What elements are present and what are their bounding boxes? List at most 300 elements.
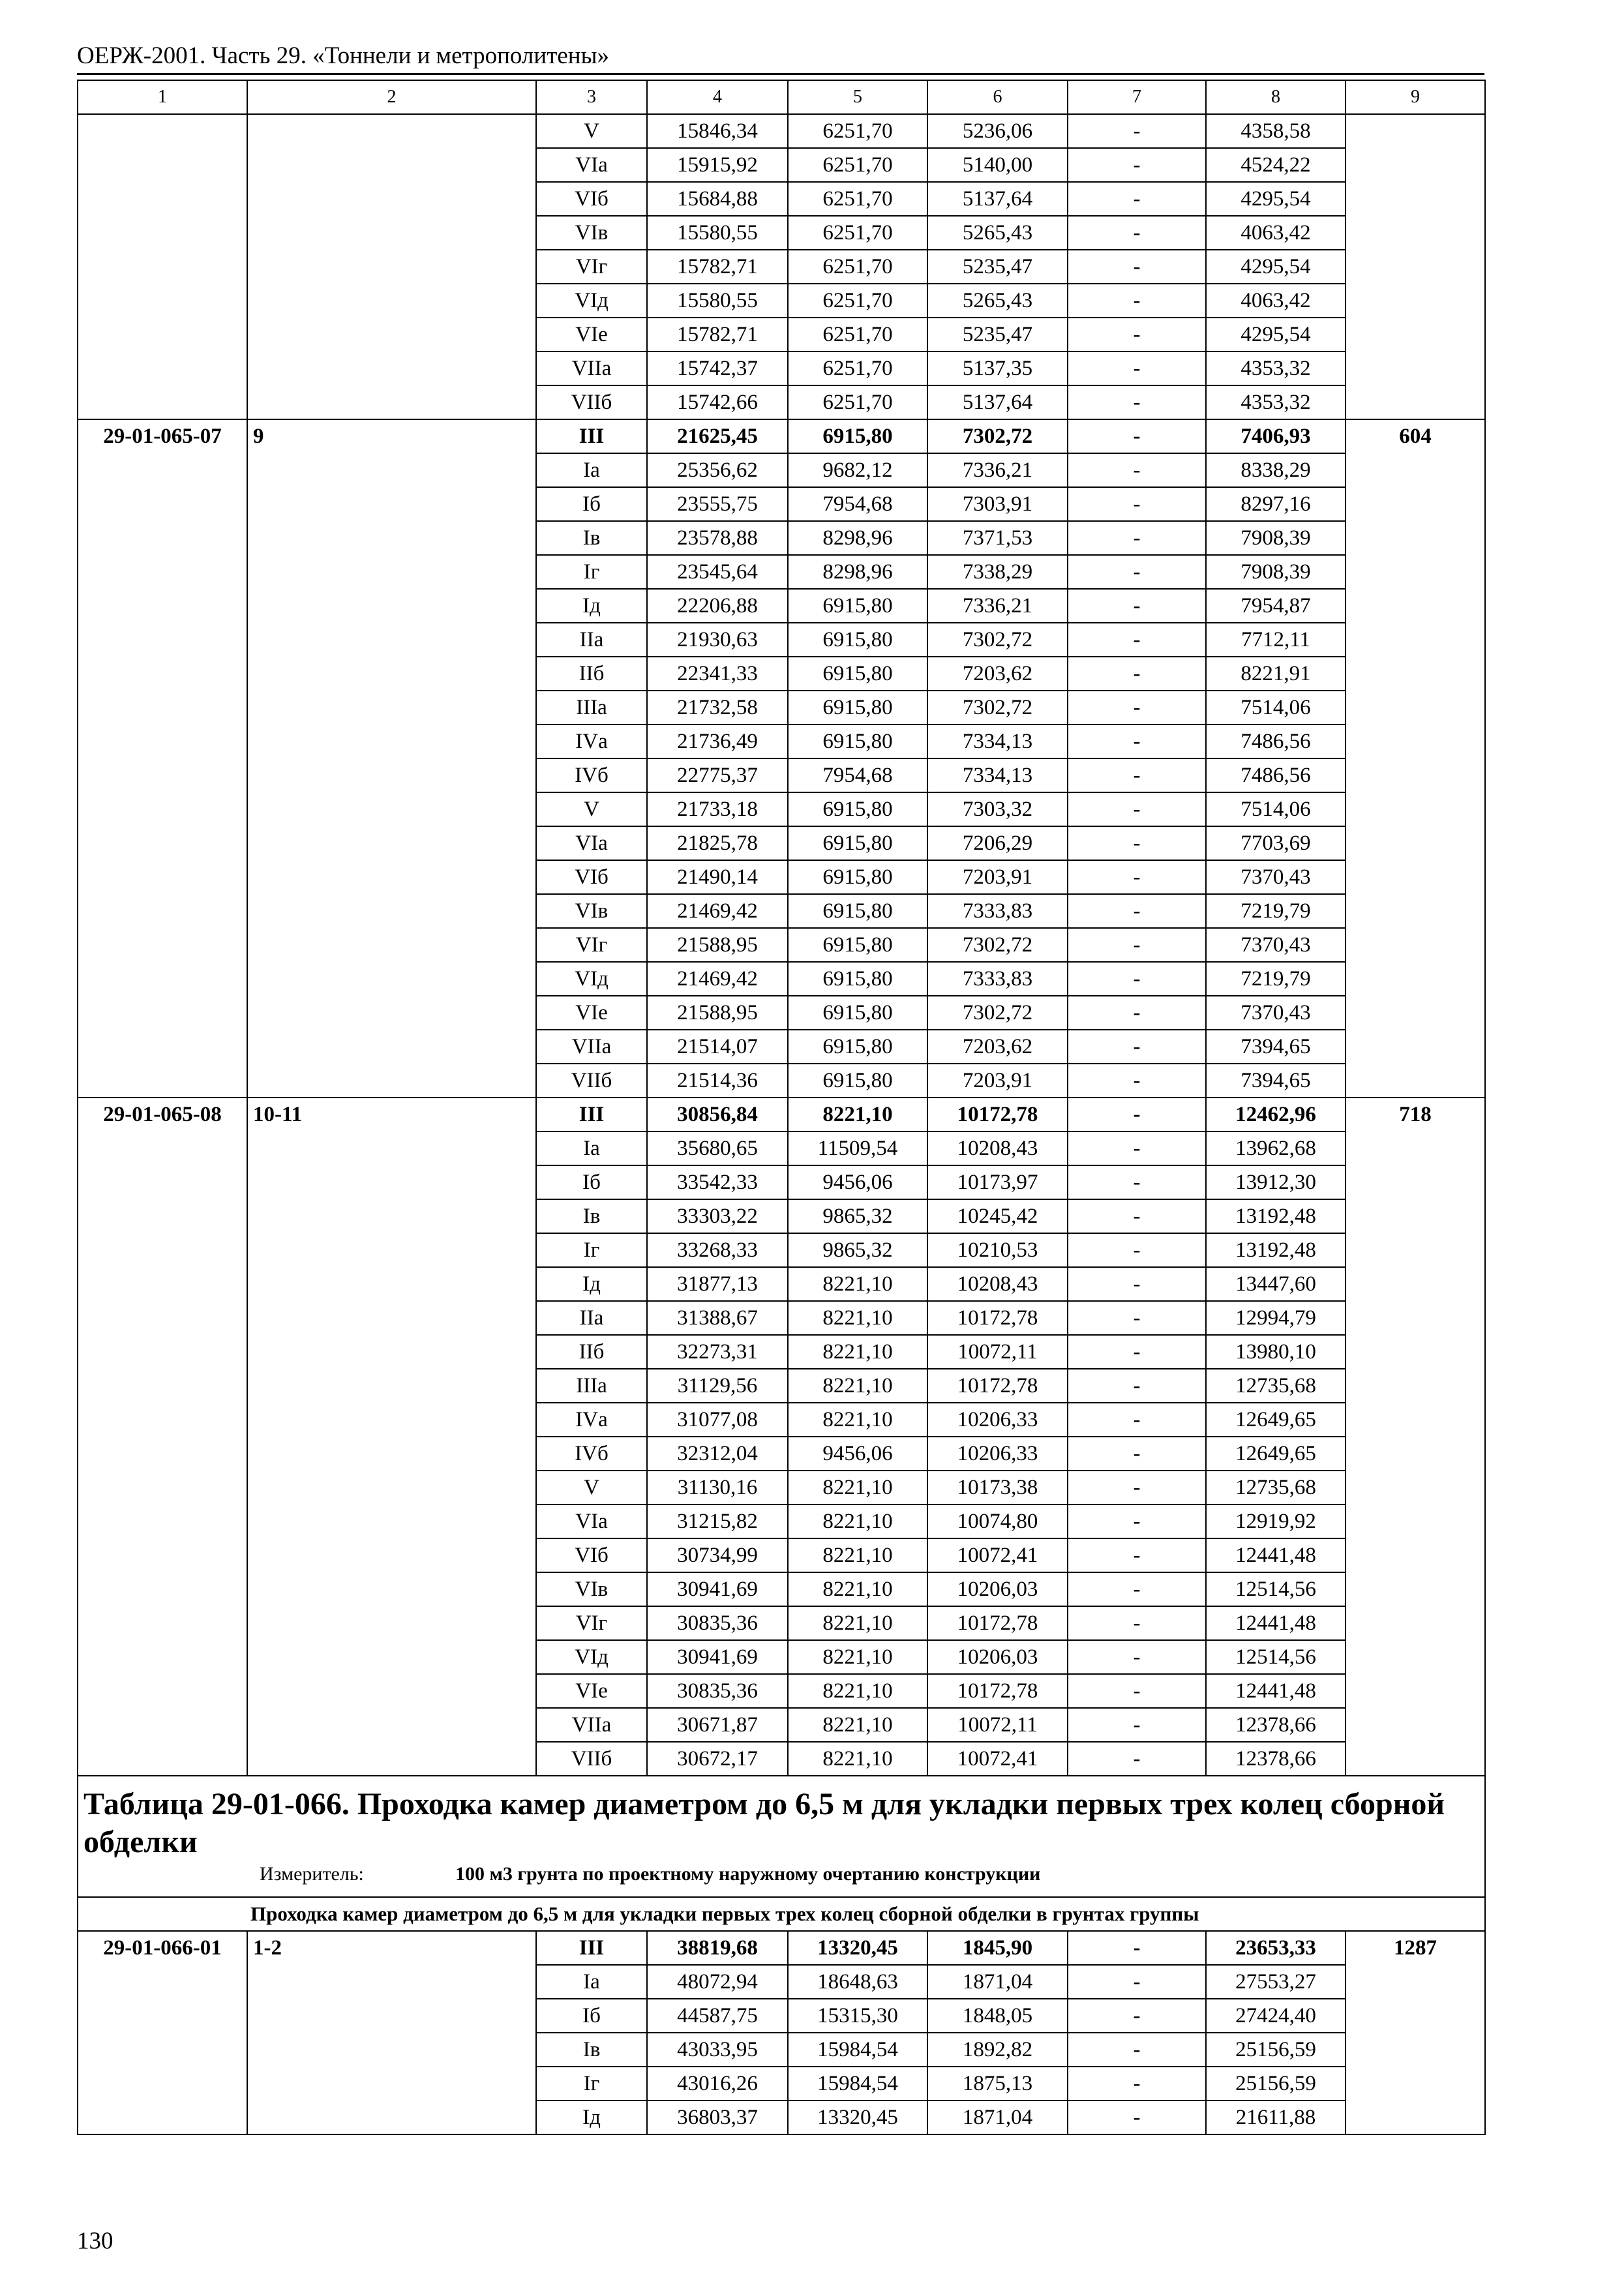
rock-category: IIIа xyxy=(536,1369,647,1403)
machine-cost: 1875,13 xyxy=(927,2067,1068,2101)
equipment-cost: - xyxy=(1068,352,1206,385)
rates-table xyxy=(77,80,1486,2135)
material-cost: 13447,60 xyxy=(1206,1267,1346,1301)
equipment-cost: - xyxy=(1068,318,1206,352)
material-cost: 12649,65 xyxy=(1206,1403,1346,1437)
equipment-cost: - xyxy=(1068,1131,1206,1165)
labor-cost: 6915,80 xyxy=(788,826,927,860)
machine-cost: 10172,78 xyxy=(927,1606,1068,1640)
rock-category: IIб xyxy=(536,657,647,691)
rock-category: IVа xyxy=(536,725,647,758)
labor-cost: 6251,70 xyxy=(788,216,927,250)
material-cost: 7370,43 xyxy=(1206,860,1346,894)
equipment-cost: - xyxy=(1068,1301,1206,1335)
rock-category: VIб xyxy=(536,860,647,894)
total-cost: 31077,08 xyxy=(647,1403,788,1437)
total-cost: 15580,55 xyxy=(647,284,788,318)
machine-cost: 7302,72 xyxy=(927,928,1068,962)
labor-cost: 8221,10 xyxy=(788,1742,927,1776)
material-cost: 21611,88 xyxy=(1206,2101,1346,2134)
rock-category: Iг xyxy=(536,2067,647,2101)
machine-cost: 7371,53 xyxy=(927,521,1068,555)
machine-cost: 7203,62 xyxy=(927,1030,1068,1064)
equipment-cost: - xyxy=(1068,555,1206,589)
labor-cost: 8221,10 xyxy=(788,1471,927,1504)
machine-cost: 7336,21 xyxy=(927,453,1068,487)
column-number: 1 xyxy=(78,80,247,114)
total-cost: 21732,58 xyxy=(647,691,788,725)
machine-cost: 7333,83 xyxy=(927,962,1068,996)
equipment-cost: - xyxy=(1068,1403,1206,1437)
material-cost: 7514,06 xyxy=(1206,691,1346,725)
machine-cost: 1892,82 xyxy=(927,2033,1068,2067)
machine-cost: 7333,83 xyxy=(927,894,1068,928)
equipment-cost: - xyxy=(1068,725,1206,758)
rock-category: IIIа xyxy=(536,691,647,725)
machine-cost: 10172,78 xyxy=(927,1301,1068,1335)
total-cell xyxy=(1346,114,1485,419)
labor-cost: 8221,10 xyxy=(788,1335,927,1369)
page-header: ОЕРЖ-2001. Часть 29. «Тоннели и метрополитены» xyxy=(77,42,609,69)
column-number: 5 xyxy=(788,80,927,114)
rock-category: VIв xyxy=(536,216,647,250)
rock-category: Iб xyxy=(536,1165,647,1199)
rock-category: VIв xyxy=(536,1572,647,1606)
table-row xyxy=(78,1776,1485,1897)
machine-cost: 10072,11 xyxy=(927,1708,1068,1742)
total-cost: 15915,92 xyxy=(647,148,788,182)
material-cost: 4295,54 xyxy=(1206,250,1346,284)
rock-category: VIг xyxy=(536,1606,647,1640)
equipment-cost: - xyxy=(1068,1931,1206,1965)
material-cost: 12735,68 xyxy=(1206,1369,1346,1403)
rock-category: IVб xyxy=(536,1437,647,1471)
labor-cost: 15315,30 xyxy=(788,1999,927,2033)
labor-cost: 9682,12 xyxy=(788,453,927,487)
total-cost: 23545,64 xyxy=(647,555,788,589)
material-cost: 7954,87 xyxy=(1206,589,1346,623)
labor-cost: 6915,80 xyxy=(788,928,927,962)
material-cost: 4353,32 xyxy=(1206,385,1346,419)
total-cost: 31129,56 xyxy=(647,1369,788,1403)
rock-category: V xyxy=(536,114,647,148)
machine-cost: 5235,47 xyxy=(927,318,1068,352)
page-number: 130 xyxy=(77,2228,113,2254)
column-number: 7 xyxy=(1068,80,1206,114)
material-cost: 7370,43 xyxy=(1206,996,1346,1030)
labor-cost: 6251,70 xyxy=(788,182,927,216)
rock-category: IVб xyxy=(536,758,647,792)
equipment-cost: - xyxy=(1068,487,1206,521)
machine-cost: 5137,64 xyxy=(927,385,1068,419)
rock-category: Iв xyxy=(536,1199,647,1233)
equipment-cost: - xyxy=(1068,2101,1206,2134)
column-number: 6 xyxy=(927,80,1068,114)
equipment-cost: - xyxy=(1068,928,1206,962)
labor-cost: 8221,10 xyxy=(788,1640,927,1674)
labor-cost: 8298,96 xyxy=(788,521,927,555)
equipment-cost: - xyxy=(1068,623,1206,657)
material-cost: 27424,40 xyxy=(1206,1999,1346,2033)
material-cost: 12441,48 xyxy=(1206,1606,1346,1640)
equipment-cost: - xyxy=(1068,1674,1206,1708)
material-cost: 7394,65 xyxy=(1206,1030,1346,1064)
labor-cost: 7954,68 xyxy=(788,758,927,792)
material-cost: 7514,06 xyxy=(1206,792,1346,826)
material-cost: 12514,56 xyxy=(1206,1640,1346,1674)
soil-group: 9 xyxy=(247,419,536,1098)
equipment-cost: - xyxy=(1068,792,1206,826)
machine-cost: 10172,78 xyxy=(927,1369,1068,1403)
labor-cost: 8221,10 xyxy=(788,1674,927,1708)
total-cost: 21930,63 xyxy=(647,623,788,657)
column-number: 3 xyxy=(536,80,647,114)
labor-cost: 13320,45 xyxy=(788,2101,927,2134)
labor-cost: 8221,10 xyxy=(788,1606,927,1640)
total-cost: 22206,88 xyxy=(647,589,788,623)
labor-cost: 6915,80 xyxy=(788,894,927,928)
machine-cost: 10206,03 xyxy=(927,1572,1068,1606)
total-cost: 31388,67 xyxy=(647,1301,788,1335)
labor-cost: 6251,70 xyxy=(788,148,927,182)
machine-cost: 10245,42 xyxy=(927,1199,1068,1233)
equipment-cost: - xyxy=(1068,250,1206,284)
total-cost: 21514,07 xyxy=(647,1030,788,1064)
rock-category: Iг xyxy=(536,1233,647,1267)
material-cost: 4524,22 xyxy=(1206,148,1346,182)
total-cost: 21469,42 xyxy=(647,962,788,996)
material-cost: 23653,33 xyxy=(1206,1931,1346,1965)
material-cost: 7394,65 xyxy=(1206,1064,1346,1098)
machine-cost: 10208,43 xyxy=(927,1131,1068,1165)
machine-cost: 7302,72 xyxy=(927,996,1068,1030)
labor-cost: 6915,80 xyxy=(788,860,927,894)
equipment-cost: - xyxy=(1068,826,1206,860)
machine-cost: 10206,03 xyxy=(927,1640,1068,1674)
labor-cost: 6915,80 xyxy=(788,657,927,691)
rock-category: Iб xyxy=(536,487,647,521)
labor-cost: 8298,96 xyxy=(788,555,927,589)
total-cost: 15846,34 xyxy=(647,114,788,148)
equipment-cost: - xyxy=(1068,1538,1206,1572)
material-cost: 7406,93 xyxy=(1206,419,1346,453)
rock-category: VIд xyxy=(536,1640,647,1674)
total-cost: 35680,65 xyxy=(647,1131,788,1165)
machine-cost: 1871,04 xyxy=(927,1965,1068,1999)
material-cost: 4063,42 xyxy=(1206,284,1346,318)
labor-cost: 8221,10 xyxy=(788,1504,927,1538)
rock-category: III xyxy=(536,1098,647,1131)
total-cost: 31215,82 xyxy=(647,1504,788,1538)
labor-cost: 6915,80 xyxy=(788,691,927,725)
rock-category: VIIа xyxy=(536,352,647,385)
equipment-cost: - xyxy=(1068,1335,1206,1369)
machine-cost: 7203,62 xyxy=(927,657,1068,691)
material-cost: 8338,29 xyxy=(1206,453,1346,487)
machine-cost: 7334,13 xyxy=(927,758,1068,792)
labor-cost: 15984,54 xyxy=(788,2067,927,2101)
rock-category: VIа xyxy=(536,826,647,860)
equipment-cost: - xyxy=(1068,216,1206,250)
material-cost: 25156,59 xyxy=(1206,2067,1346,2101)
equipment-cost: - xyxy=(1068,1708,1206,1742)
rock-category: IIб xyxy=(536,1335,647,1369)
equipment-cost: - xyxy=(1068,894,1206,928)
machine-cost: 5137,64 xyxy=(927,182,1068,216)
equipment-cost: - xyxy=(1068,996,1206,1030)
table-row xyxy=(78,419,1485,453)
rock-category: VIе xyxy=(536,1674,647,1708)
material-cost: 7219,79 xyxy=(1206,962,1346,996)
table-title: Таблица 29-01-066. Проходка камер диаметром до 6,5 м для укладки первых трех колец сборной обделки xyxy=(83,1787,1445,1859)
total-cost: 15742,66 xyxy=(647,385,788,419)
rock-category: Iб xyxy=(536,1999,647,2033)
machine-cost: 10072,41 xyxy=(927,1538,1068,1572)
labor-cost: 6915,80 xyxy=(788,996,927,1030)
rock-category: VIа xyxy=(536,1504,647,1538)
measure-label: Измеритель: xyxy=(260,1863,364,1885)
equipment-cost: - xyxy=(1068,419,1206,453)
machine-cost: 7336,21 xyxy=(927,589,1068,623)
material-cost: 12441,48 xyxy=(1206,1674,1346,1708)
labor-cost: 6915,80 xyxy=(788,1064,927,1098)
rock-category: VIд xyxy=(536,962,647,996)
material-cost: 13962,68 xyxy=(1206,1131,1346,1165)
rock-category: Iг xyxy=(536,555,647,589)
rock-category: IVа xyxy=(536,1403,647,1437)
machine-cost: 1845,90 xyxy=(927,1931,1068,1965)
equipment-cost: - xyxy=(1068,1030,1206,1064)
equipment-cost: - xyxy=(1068,1098,1206,1131)
material-cost: 7703,69 xyxy=(1206,826,1346,860)
machine-cost: 10072,11 xyxy=(927,1335,1068,1369)
total-cost: 21625,45 xyxy=(647,419,788,453)
labor-cost: 8221,10 xyxy=(788,1708,927,1742)
equipment-cost: - xyxy=(1068,1233,1206,1267)
material-cost: 12378,66 xyxy=(1206,1708,1346,1742)
labor-cost: 8221,10 xyxy=(788,1369,927,1403)
column-number: 9 xyxy=(1346,80,1485,114)
equipment-cost: - xyxy=(1068,758,1206,792)
labor-cost: 8221,10 xyxy=(788,1538,927,1572)
rock-category: Iд xyxy=(536,2101,647,2134)
labor-cost: 9456,06 xyxy=(788,1165,927,1199)
table-row xyxy=(78,114,1485,148)
machine-cost: 10172,78 xyxy=(927,1098,1068,1131)
rock-category: VIIб xyxy=(536,1742,647,1776)
table-title-block xyxy=(78,1776,1485,1897)
material-cost: 13192,48 xyxy=(1206,1199,1346,1233)
material-cost: 4353,32 xyxy=(1206,352,1346,385)
total-cost: 32312,04 xyxy=(647,1437,788,1471)
rock-category: VIв xyxy=(536,894,647,928)
material-cost: 4295,54 xyxy=(1206,182,1346,216)
machine-cost: 1848,05 xyxy=(927,1999,1068,2033)
total-cost: 21514,36 xyxy=(647,1064,788,1098)
equipment-cost: - xyxy=(1068,148,1206,182)
labor-cost: 9865,32 xyxy=(788,1199,927,1233)
labor-cost: 6915,80 xyxy=(788,792,927,826)
total-cost: 21469,42 xyxy=(647,894,788,928)
rock-category: VIд xyxy=(536,284,647,318)
machine-cost: 10206,33 xyxy=(927,1403,1068,1437)
equipment-cost: - xyxy=(1068,657,1206,691)
labor-cost: 6251,70 xyxy=(788,284,927,318)
total-cost: 33268,33 xyxy=(647,1233,788,1267)
equipment-cost: - xyxy=(1068,1199,1206,1233)
labor-cost: 18648,63 xyxy=(788,1965,927,1999)
total-cost: 31130,16 xyxy=(647,1471,788,1504)
equipment-cost: - xyxy=(1068,962,1206,996)
soil-group: 1-2 xyxy=(247,1931,536,2134)
material-cost: 13980,10 xyxy=(1206,1335,1346,1369)
equipment-cost: - xyxy=(1068,1267,1206,1301)
measure-row xyxy=(83,1861,1479,1893)
total-cost: 21490,14 xyxy=(647,860,788,894)
material-cost: 12919,92 xyxy=(1206,1504,1346,1538)
column-number: 2 xyxy=(247,80,536,114)
equipment-cost: - xyxy=(1068,1572,1206,1606)
equipment-cost: - xyxy=(1068,385,1206,419)
rock-category: III xyxy=(536,419,647,453)
labor-cost: 6915,80 xyxy=(788,623,927,657)
machine-cost: 7303,91 xyxy=(927,487,1068,521)
total-cost: 21736,49 xyxy=(647,725,788,758)
machine-cost: 7206,29 xyxy=(927,826,1068,860)
equipment-cost: - xyxy=(1068,1606,1206,1640)
total-cost: 30835,36 xyxy=(647,1674,788,1708)
labor-hours: 604 xyxy=(1346,419,1485,1098)
total-cost: 21588,95 xyxy=(647,996,788,1030)
labor-cost: 6251,70 xyxy=(788,385,927,419)
total-cost: 15580,55 xyxy=(647,216,788,250)
machine-cost: 7303,32 xyxy=(927,792,1068,826)
total-cost: 36803,37 xyxy=(647,2101,788,2134)
rate-code: 29-01-066-01 xyxy=(78,1931,247,2134)
total-cost: 48072,94 xyxy=(647,1965,788,1999)
labor-cost: 7954,68 xyxy=(788,487,927,521)
material-cost: 12514,56 xyxy=(1206,1572,1346,1606)
equipment-cost: - xyxy=(1068,114,1206,148)
total-cost: 25356,62 xyxy=(647,453,788,487)
equipment-cost: - xyxy=(1068,589,1206,623)
material-cost: 25156,59 xyxy=(1206,2033,1346,2067)
total-cost: 30734,99 xyxy=(647,1538,788,1572)
machine-cost: 7302,72 xyxy=(927,623,1068,657)
labor-cost: 8221,10 xyxy=(788,1267,927,1301)
rock-category: Iа xyxy=(536,1965,647,1999)
labor-cost: 8221,10 xyxy=(788,1301,927,1335)
material-cost: 7712,11 xyxy=(1206,623,1346,657)
rock-category: VIб xyxy=(536,1538,647,1572)
machine-cost: 10208,43 xyxy=(927,1267,1068,1301)
total-cost: 43016,26 xyxy=(647,2067,788,2101)
machine-cost: 10172,78 xyxy=(927,1674,1068,1708)
rock-category: VIа xyxy=(536,148,647,182)
total-cost: 15782,71 xyxy=(647,318,788,352)
rock-category: Iа xyxy=(536,1131,647,1165)
rock-category: Iа xyxy=(536,453,647,487)
rock-category: V xyxy=(536,792,647,826)
material-cost: 4295,54 xyxy=(1206,318,1346,352)
equipment-cost: - xyxy=(1068,1999,1206,2033)
table-row xyxy=(78,80,1485,114)
equipment-cost: - xyxy=(1068,1504,1206,1538)
total-cost: 43033,95 xyxy=(647,2033,788,2067)
machine-cost: 5265,43 xyxy=(927,216,1068,250)
rock-category: V xyxy=(536,1471,647,1504)
machine-cost: 5137,35 xyxy=(927,352,1068,385)
total-cost: 21588,95 xyxy=(647,928,788,962)
labor-cost: 13320,45 xyxy=(788,1931,927,1965)
total-cost: 21733,18 xyxy=(647,792,788,826)
labor-cost: 6251,70 xyxy=(788,352,927,385)
labor-cost: 6251,70 xyxy=(788,318,927,352)
total-cost: 22775,37 xyxy=(647,758,788,792)
material-cost: 12994,79 xyxy=(1206,1301,1346,1335)
group-heading: Проходка камер диаметром до 6,5 м для укладки первых трех колец сборной обделки в грунтах группы xyxy=(78,1897,1485,1931)
rock-category: Iв xyxy=(536,521,647,555)
total-cost: 21825,78 xyxy=(647,826,788,860)
rock-category: VIб xyxy=(536,182,647,216)
equipment-cost: - xyxy=(1068,284,1206,318)
machine-cost: 7334,13 xyxy=(927,725,1068,758)
equipment-cost: - xyxy=(1068,1064,1206,1098)
labor-cost: 15984,54 xyxy=(788,2033,927,2067)
equipment-cost: - xyxy=(1068,1965,1206,1999)
total-cost: 44587,75 xyxy=(647,1999,788,2033)
equipment-cost: - xyxy=(1068,453,1206,487)
labor-cost: 6915,80 xyxy=(788,1030,927,1064)
machine-cost: 10074,80 xyxy=(927,1504,1068,1538)
material-cost: 13912,30 xyxy=(1206,1165,1346,1199)
rock-category: VIIа xyxy=(536,1030,647,1064)
rock-category: IIа xyxy=(536,1301,647,1335)
rock-category: IIа xyxy=(536,623,647,657)
measure-value: 100 м3 грунта по проектному наружному очертанию конструкции xyxy=(455,1863,1041,1885)
labor-cost: 6915,80 xyxy=(788,962,927,996)
total-cost: 30671,87 xyxy=(647,1708,788,1742)
table-row xyxy=(78,1897,1485,1931)
total-cost: 15684,88 xyxy=(647,182,788,216)
total-cost: 30672,17 xyxy=(647,1742,788,1776)
total-cost: 30941,69 xyxy=(647,1572,788,1606)
machine-cost: 10072,41 xyxy=(927,1742,1068,1776)
labor-cost: 11509,54 xyxy=(788,1131,927,1165)
material-cost: 7908,39 xyxy=(1206,521,1346,555)
machine-cost: 10173,38 xyxy=(927,1471,1068,1504)
labor-cost: 6915,80 xyxy=(788,419,927,453)
labor-cost: 6251,70 xyxy=(788,250,927,284)
total-cost: 31877,13 xyxy=(647,1267,788,1301)
rock-category: VIIб xyxy=(536,1064,647,1098)
rock-category: VIг xyxy=(536,250,647,284)
labor-hours: 1287 xyxy=(1346,1931,1485,2134)
equipment-cost: - xyxy=(1068,182,1206,216)
total-cost: 33303,22 xyxy=(647,1199,788,1233)
material-cost: 4358,58 xyxy=(1206,114,1346,148)
machine-cost: 10173,97 xyxy=(927,1165,1068,1199)
rate-code: 29-01-065-08 xyxy=(78,1098,247,1776)
material-cost: 7219,79 xyxy=(1206,894,1346,928)
total-cost: 33542,33 xyxy=(647,1165,788,1199)
rock-category: VIе xyxy=(536,996,647,1030)
equipment-cost: - xyxy=(1068,691,1206,725)
equipment-cost: - xyxy=(1068,1742,1206,1776)
labor-cost: 9456,06 xyxy=(788,1437,927,1471)
header-rule xyxy=(77,73,1484,75)
rock-category: Iд xyxy=(536,589,647,623)
